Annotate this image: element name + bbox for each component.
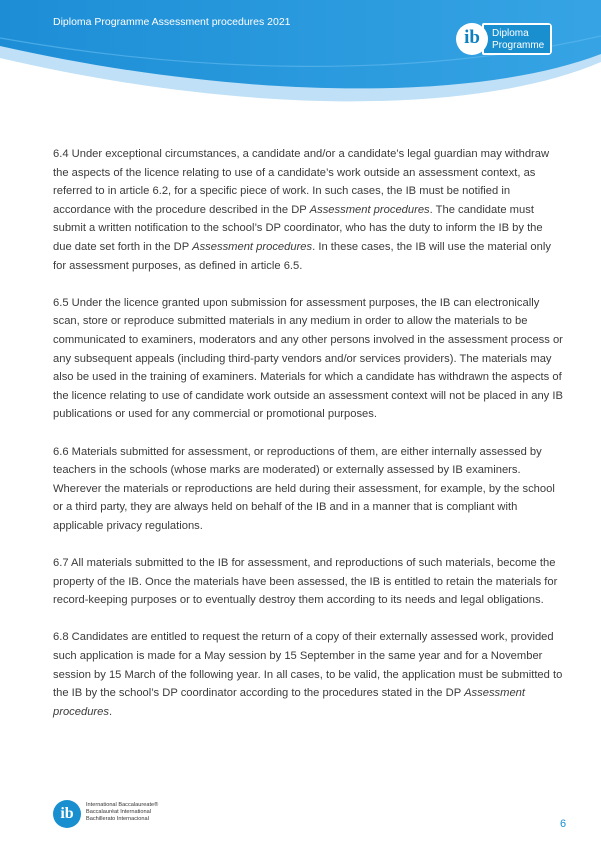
- italic-title-reference: Assessment procedures: [309, 203, 430, 216]
- paragraph-text: 6.5 Under the licence granted upon submission for assessment purposes, the IB can electronically scan, store or reproduce submitted materials in any medium in order to allow the materials to be communicated to examiners, moderators and any other persons involved in the assessment process or any subsequent appeals (including third-party vendors and/or services providers). The materials may also be used in the training of examiners. Materials for which a candidate has withdrawn the aspects of the licence relating to use of candidate work outside an assessment context will not be placed in any IB publications or used for any commercial or promotional purposes.: [53, 296, 563, 421]
- logo-line-diploma: Diploma: [492, 28, 529, 39]
- italic-title-reference: Assessment procedures: [53, 687, 526, 718]
- ib-diploma-programme-logo: [456, 19, 556, 59]
- paragraph-6-4: [53, 145, 563, 275]
- document-body: [53, 145, 563, 740]
- document-title: Diploma Programme Assessment procedures 2021: [53, 16, 291, 28]
- organization-names: [86, 802, 158, 824]
- logo-line-programme: Programme: [492, 40, 545, 51]
- ib-footer-logo-icon: ib: [53, 800, 81, 828]
- page-number: 6: [560, 818, 567, 830]
- paragraph-text: 6.6 Materials submitted for assessment, or reproductions of them, are either internally assessed by teachers in the schools (whose marks are moderated) or externally assessed by IB examiners. Wherever the materials or reproductions are held during their assessment, for example, by the school or a third party, they are always held on behalf of the IB and in a manner that is compliant with applicable privacy regulations.: [53, 445, 555, 532]
- logo-tag: [482, 23, 552, 55]
- ib-footer-logo: [53, 800, 213, 832]
- page-header-banner: [0, 0, 601, 118]
- paragraph-6-8: [53, 628, 563, 721]
- org-name-en: International Baccalaureate®: [86, 802, 159, 808]
- paragraph-6-7: [53, 554, 563, 610]
- paragraph-text: 6.8 Candidates are entitled to request the return of a copy of their externally assessed work, provided such application is made for a May session by 15 September in the same year and for a November session by 15 March of the following year. In all cases, to be valid, the application must be submitted to the IB by the school’s DP coordinator according to the procedures stated in the DP: [53, 631, 563, 700]
- org-name-fr: Baccalauréat International: [86, 809, 151, 816]
- paragraph-text: . The candidate must submit a written notification to the school’s DP coordinator, who has the duty to inform the IB by the due date set forth in the DP: [53, 203, 543, 253]
- paragraph-text: . In these cases, the IB will use the material only for assessment purposes, as defined in article 6.5.: [53, 240, 551, 272]
- paragraph-6-6: [53, 443, 563, 536]
- org-name-es: Bachillerato Internacional: [86, 816, 149, 823]
- paragraph-text: 6.7 All materials submitted to the IB for assessment, and reproductions of such materials, become the property of the IB. Once the materials have been assessed, the IB is entitled to retain the materials for record-keeping purposes or to eventually destroy them according to its needs and legal obligations.: [53, 557, 558, 607]
- paragraph-text: 6.4 Under exceptional circumstances, a candidate and/or a candidate’s legal guardian may withdraw the aspects of the licence relating to use of a candidate’s work outside an assessment context, as referred to in article 6.2, for a specific piece of work. In such cases, the IB must be notified in accordance with the procedure described in the DP: [53, 148, 550, 216]
- italic-title-reference: Assessment procedures: [192, 240, 313, 253]
- ib-logo-icon: ib: [456, 23, 488, 55]
- paragraph-text: .: [108, 705, 113, 718]
- paragraph-6-5: [53, 294, 563, 424]
